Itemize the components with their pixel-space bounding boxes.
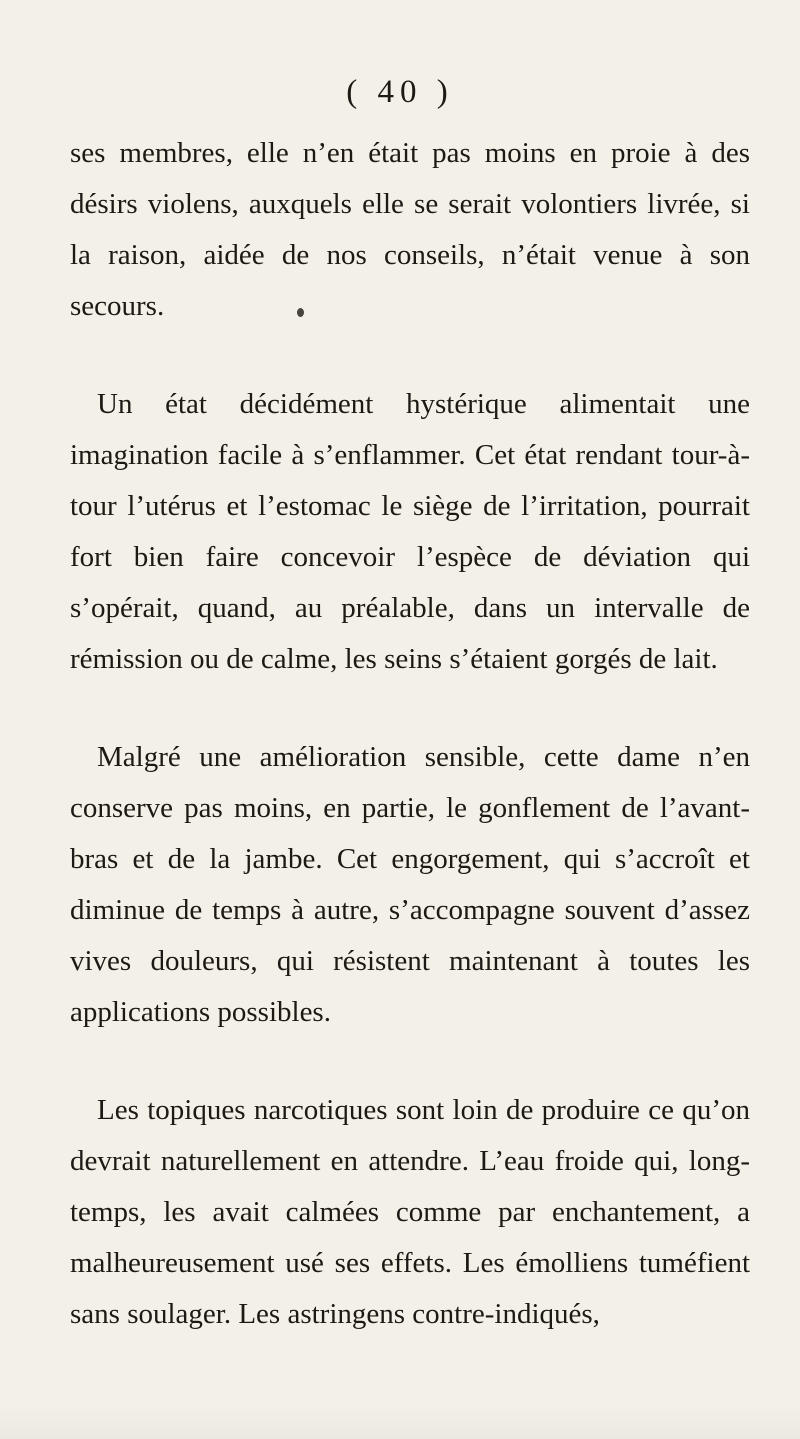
paragraph-3: Malgré une amélioration sensible, cette dame n’en conserve pas moins, en partie, le gonflement de l’avant-bras et de la jambe. Cet engorgement, qui s’accroît et diminue de temps à autre, s’accompagne souvent d’assez vives douleurs, qui résistent maintenant à toutes les applications possibles. (70, 741, 750, 1028)
page-number: ( 40 ) (346, 74, 454, 110)
paragraph-4: Les topiques narcotiques sont loin de produire ce qu’on devrait naturellement en attendre. L’eau froide qui, long-temps, les avait calmées comme par enchantement, a malheureusement usé ses effets. Les émolliens tuméfient sans soulager. Les astringens contre-indiqués, (70, 1094, 750, 1330)
page-shadow (0, 1404, 800, 1439)
body-text (70, 128, 750, 1340)
paragraph-1: ses membres, elle n’en était pas moins en proie à des désirs violens, auxquels elle se serait volontiers livrée, si la raison, aidée de nos conseils, n’était venue à son secours. (70, 137, 750, 322)
paragraph-2: Un état décidément hystérique alimentait une imagination facile à s’enflammer. Cet état rendant tour-à-tour l’utérus et l’estomac le siège de l’irritation, pourrait fort bien faire concevoir l’espèce de déviation qui s’opérait, quand, au préalable, dans un intervalle de rémission ou de calme, les seins s’étaient gorgés de lait. (70, 388, 750, 675)
